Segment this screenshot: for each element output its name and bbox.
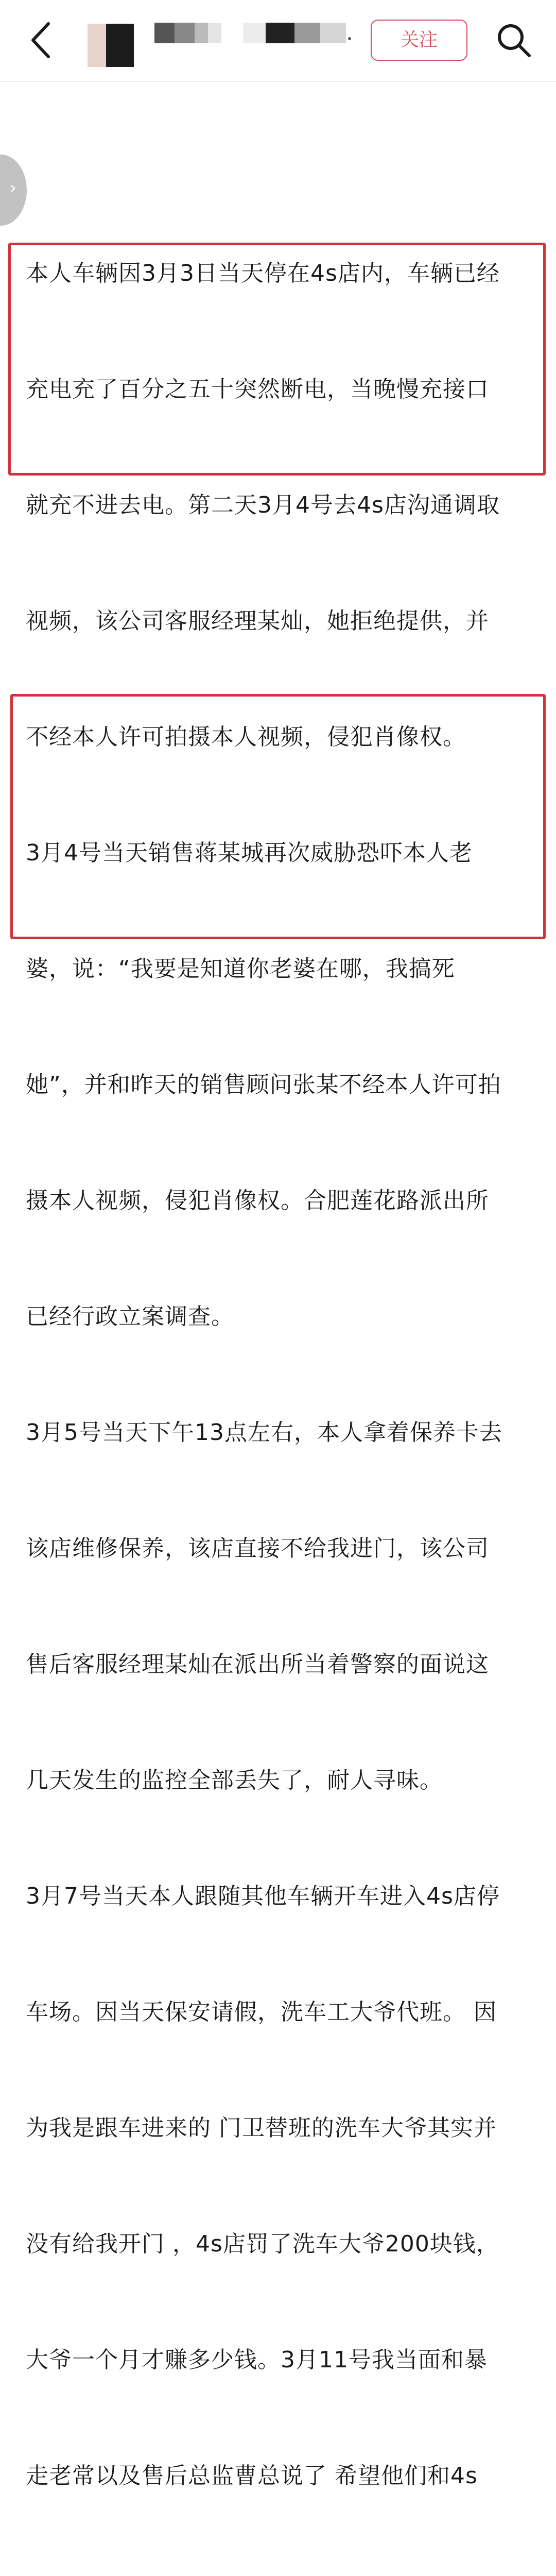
- article-line: 没有给我开门 ，4s店罚了洗车大爷200块钱，: [26, 2231, 499, 2257]
- article-line: 3月4号当天销售蒋某城再次威胁恐吓本人老: [26, 840, 473, 866]
- side-drawer-handle[interactable]: [0, 155, 27, 226]
- article-line: 充电充了百分之五十突然断电，当晚慢充接口: [26, 376, 489, 402]
- follow-button[interactable]: 关注: [371, 20, 467, 61]
- article-line: 该店维修保养，该店直接不给我进门，该公司: [26, 1535, 489, 1562]
- article-line: 婆，说：“我要是知道你老婆在哪，我搞死: [26, 956, 455, 982]
- article-line: 不经本人许可拍摄本人视频，侵犯肖像权。: [26, 724, 466, 750]
- author-name-blurred[interactable]: [154, 23, 221, 43]
- article-body: [26, 61, 541, 2576]
- header-divider: [0, 81, 556, 82]
- article-line: [26, 2572, 541, 2576]
- chevron-right-icon: ›: [9, 178, 16, 198]
- chevron-left-icon[interactable]: [23, 19, 60, 62]
- article-line: [26, 138, 541, 177]
- article-line: 大爷一个月才赚多少钱。3月11号我当面和暴: [26, 2347, 488, 2373]
- article-line: 为我是跟车进来的 门卫替班的洗车大爷其实并: [26, 2115, 497, 2141]
- article-line: 她”，并和昨天的销售顾问张某不经本人许可拍: [26, 1072, 501, 1098]
- article-line: 走老常以及售后总监曹总说了 希望他们和4s: [26, 2463, 478, 2489]
- article-line: 已经行政立案调查。: [26, 1303, 234, 1330]
- search-icon[interactable]: [494, 21, 533, 60]
- article-line: 售后客服经理某灿在派出所当着警察的面说这: [26, 1651, 489, 1677]
- separator-dot: [348, 37, 351, 40]
- article-line: 摄本人视频，侵犯肖像权。合肥莲花路派出所: [26, 1188, 489, 1214]
- article-line: 视频，该公司客服经理某灿，她拒绝提供，并: [26, 608, 489, 634]
- article-line: 3月5号当天下午13点左右，本人拿着保养卡去: [26, 1419, 502, 1446]
- article-line: 3月7号当天本人跟随其他车辆开车进入4s店停: [26, 1883, 500, 1909]
- article-line: 本人车辆因3月3日当天停在4s店内，车辆已经: [26, 260, 500, 286]
- article-line: 车场。因当天保安请假，洗车工大爷代班。 因: [26, 1999, 497, 2025]
- article-line: 几天发生的监控全部丢失了，耐人寻味。: [26, 1767, 443, 1793]
- article-line: 就充不进去电。第二天3月4号去4s店沟通调取: [26, 492, 500, 518]
- top-bar: [0, 0, 556, 81]
- author-info-blurred: [243, 23, 346, 43]
- author-avatar[interactable]: [88, 24, 134, 67]
